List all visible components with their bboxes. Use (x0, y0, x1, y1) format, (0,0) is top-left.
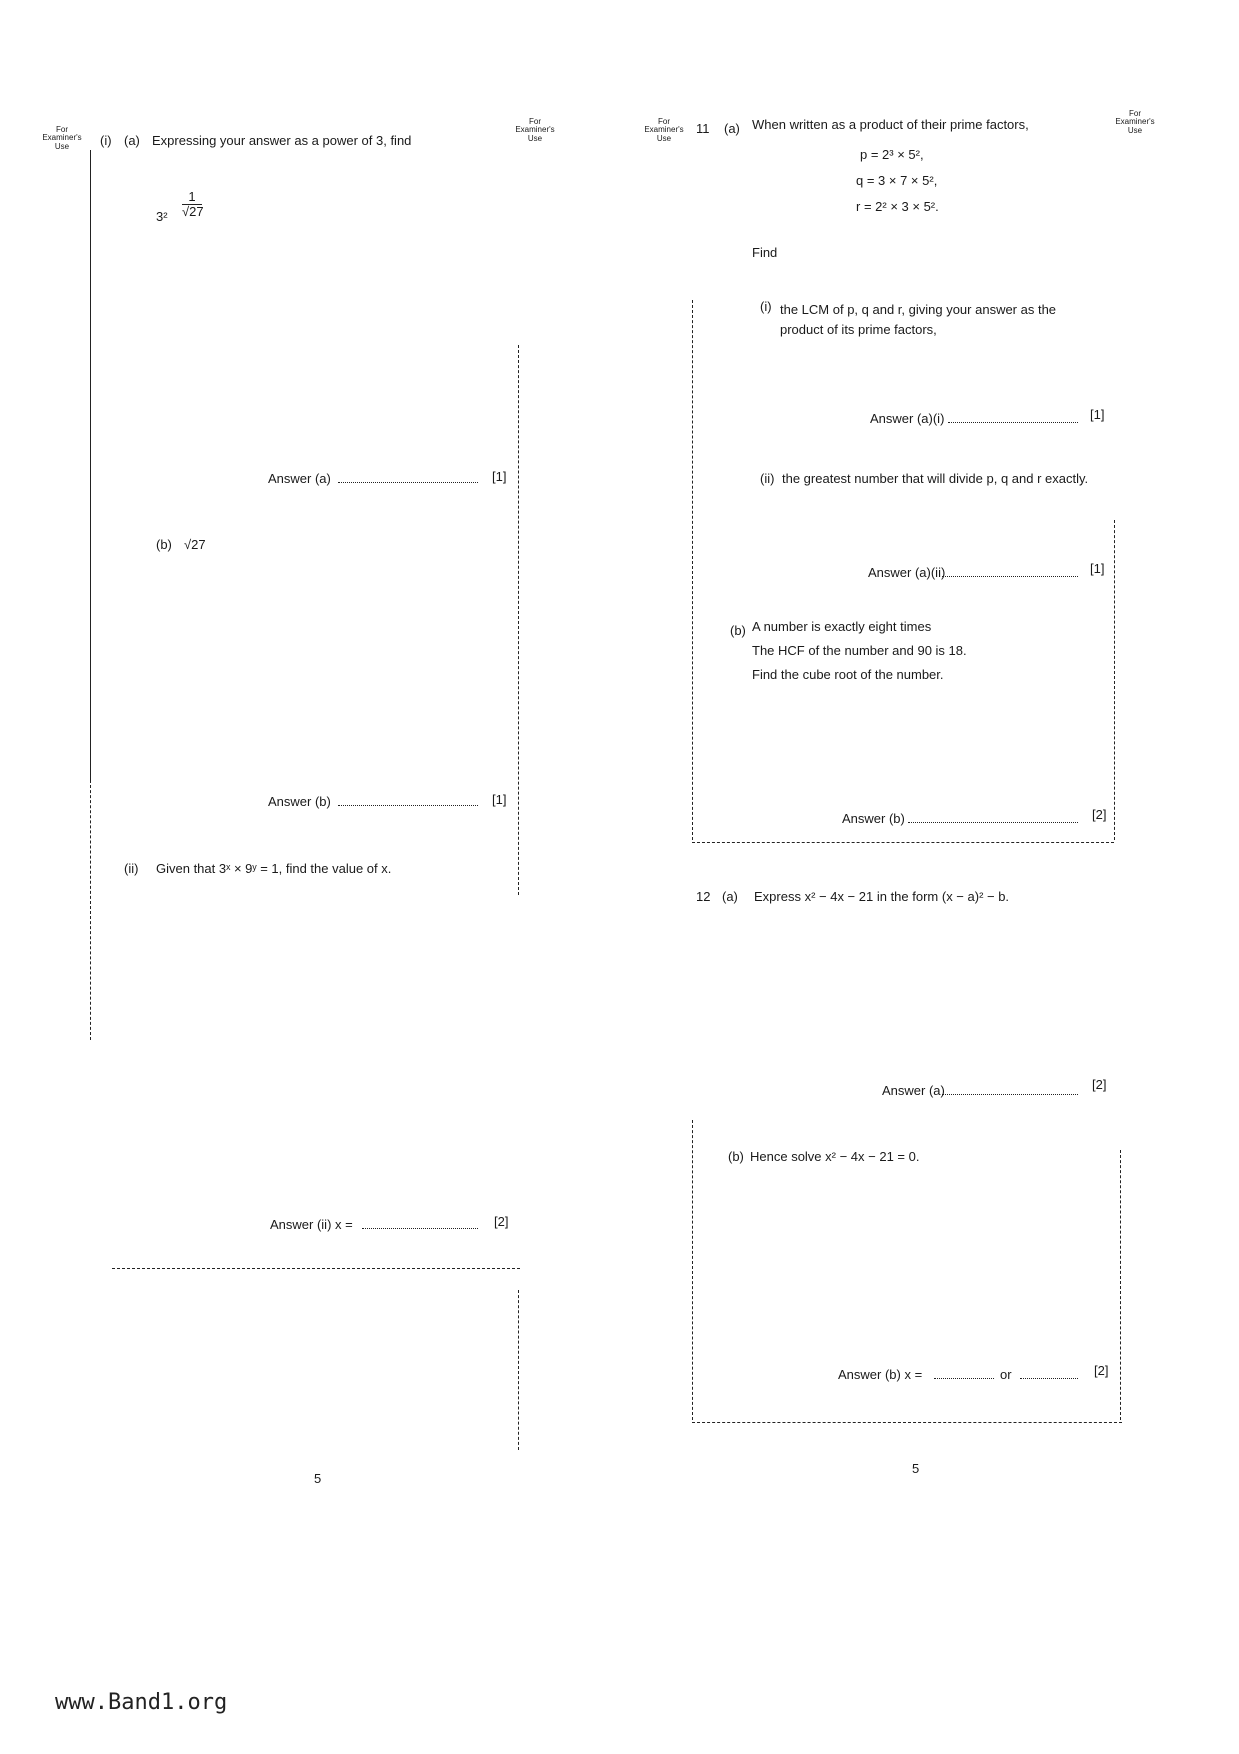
mark-allocation: [1] (1090, 407, 1105, 422)
question-text: Find the cube root of the number. (752, 667, 944, 682)
question-text: Expressing your answer as a power of 3, find (152, 133, 412, 148)
question-part-label: (b) (156, 537, 172, 552)
left-page (0, 0, 620, 1500)
margin-rule (90, 150, 91, 780)
margin-rule (1120, 1150, 1121, 1420)
examiner-use-label: For Examiner's Use (515, 117, 555, 143)
fraction (182, 190, 202, 220)
question-divider (112, 1268, 520, 1269)
equation: r = 2² × 3 × 5². (856, 199, 939, 214)
expression: √27 (184, 537, 206, 552)
examiner-use-label: For Examiner's Use (42, 125, 82, 151)
expression-prefix: 3² (156, 209, 168, 224)
answer-line (338, 482, 478, 483)
question-number: (i) (100, 133, 112, 148)
find-label: Find (752, 245, 778, 260)
margin-rule (518, 1290, 519, 1450)
question-text: A number is exactly eight times (752, 619, 932, 634)
answer-label: Answer (a)(ii) (868, 565, 946, 580)
answer-line (908, 822, 1078, 823)
mark-allocation: [1] (492, 469, 507, 484)
question-part-label: (a) (724, 121, 740, 136)
answer-variable: x = (335, 1217, 353, 1232)
answer-label: Answer (a) (268, 471, 331, 486)
fraction-numerator: 1 (188, 189, 196, 204)
answer-line (934, 1378, 994, 1379)
mark-allocation: [1] (1090, 561, 1105, 576)
question-number: 12 (696, 889, 711, 904)
question-text: the LCM of p, q and r, giving your answer as the product of its prime factors, (780, 302, 1057, 337)
margin-rule (90, 780, 91, 1040)
question-text: Given that 3ˣ × 9ʸ = 1, find the value of x. (156, 861, 392, 876)
fraction-denominator: √27 (182, 204, 204, 220)
question-text: The HCF of the number and 90 is 18. (752, 643, 967, 658)
mark-allocation: [2] (1092, 807, 1107, 822)
question-text: Hence solve x² − 4x − 21 = 0. (750, 1149, 920, 1164)
question-part-label: (b) (730, 623, 746, 638)
answer-label: Answer (a) (882, 1083, 945, 1098)
answer-line (1020, 1378, 1078, 1379)
equation: q = 3 × 7 × 5², (856, 173, 938, 188)
answer-label: Answer (a)(i) (870, 411, 945, 426)
equation: p = 2³ × 5², (860, 147, 924, 162)
question-part-label: (a) (722, 889, 738, 904)
answer-or: or (1000, 1367, 1012, 1382)
question-divider (692, 1422, 1122, 1423)
question-text: When written as a product of their prime factors, (752, 117, 1029, 132)
question-text: Express x² − 4x − 21 in the form (x − a)² − b. (754, 889, 1010, 904)
footer-watermark: www.Band1.org (55, 1690, 228, 1715)
answer-line (942, 1094, 1078, 1095)
question-part-label: (ii) (760, 471, 775, 486)
margin-rule (518, 345, 519, 895)
margin-rule (692, 1120, 693, 1420)
answer-label: Answer (b) (842, 811, 905, 826)
answer-line (942, 576, 1078, 577)
page-number: 5 (912, 1461, 920, 1476)
answer-line (948, 422, 1078, 423)
right-page (620, 0, 1239, 1500)
question-number: 11 (696, 121, 710, 136)
margin-rule (1114, 520, 1115, 840)
question-part-label: (a) (124, 133, 140, 148)
answer-label: Answer (b) (268, 794, 331, 809)
page-number: 5 (314, 1471, 322, 1486)
question-text: the greatest number that will divide p, q and r exactly. (782, 471, 1089, 486)
mark-allocation: [2] (494, 1214, 509, 1229)
question-divider (692, 842, 1114, 843)
mark-allocation: [2] (1092, 1077, 1107, 1092)
mark-allocation: [2] (1094, 1363, 1109, 1378)
answer-label: Answer (b) x = (838, 1367, 923, 1382)
question-part-label: (b) (728, 1149, 744, 1164)
answer-line (362, 1228, 478, 1229)
question-part-label: (i) (760, 299, 772, 314)
examiner-use-label: For Examiner's Use (1115, 109, 1155, 135)
mark-allocation: [1] (492, 792, 507, 807)
question-part-label: (ii) (124, 861, 139, 876)
examiner-use-label: For Examiner's Use (644, 117, 684, 143)
margin-rule (692, 300, 693, 840)
answer-line (338, 805, 478, 806)
answer-label: Answer (ii) (270, 1217, 332, 1232)
